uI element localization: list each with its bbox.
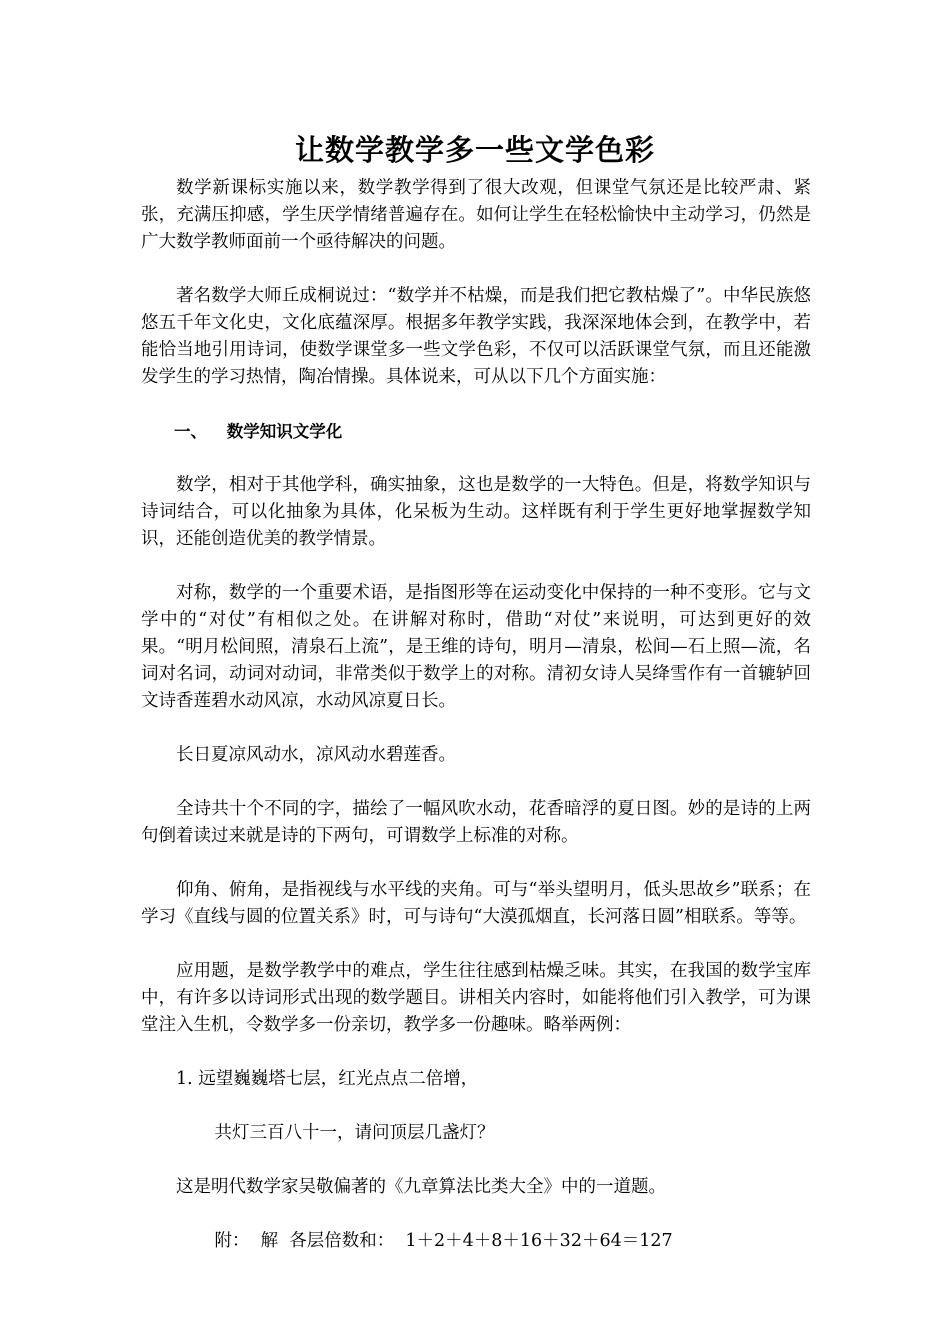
poem-explanation-paragraph: 全诗共十个不同的字，描绘了一幅风吹水动，花香暗浮的夏日图。妙的是诗的上两句倒着读过来就是诗的下两句，可谓数学上标准的对称。 bbox=[141, 799, 811, 846]
angle-paragraph: 仰角、俯角，是指视线与水平线的夹角。可与“举头望明月，低头思故乡”联系；在学习《直线与圆的位置关系》时，可与诗句“大漠孤烟直，长河落日圆”相联系。等等。 bbox=[141, 880, 811, 927]
section-heading bbox=[141, 418, 811, 445]
symmetry-paragraph: 对称，数学的一个重要术语，是指图形等在运动变化中保持的一种不变形。它与文学中的“对仗”有相似之处。在讲解对称时，借助“对仗”来说明，可达到更好的效果。“明月松间照，清泉石上流”，是王维的诗句，明月—清泉，松间—石上照—流，名词对名词，动词对动词，非常类似于数学上的对称。清初女诗人吴绛雪作有一首辘轳回文诗香莲碧水动风凉，水动风凉夏日长。 bbox=[141, 583, 811, 711]
quote-paragraph: 著名数学大师丘成桐说过：“数学并不枯燥，而是我们把它教枯燥了”。中华民族悠悠五千年文化史，文化底蕴深厚。根据多年教学实践，我深深地体会到，在教学中，若能恰当地引用诗词，使数学课堂多一些文学色彩，不仅可以活跃课堂气氛，而且还能激发学生的学习热情，陶冶情操。具体说来，可从以下几个方面实施： bbox=[141, 286, 811, 387]
solution-note: 附： 解 各层倍数和： 1＋2＋4＋8＋16＋32＋64＝127 bbox=[214, 1231, 673, 1251]
application-paragraph: 应用题，是数学教学中的难点，学生往往感到枯燥乏味。其实，在我国的数学宝库中，有许多以诗词形式出现的数学题目。讲相关内容时，如能将他们引入教学，可为课堂注入生机，令数学多一份亲切，教学多一份趣味。略举两例： bbox=[141, 961, 811, 1035]
poem-line-paragraph: 长日夏凉风动水，凉风动水碧莲香。 bbox=[176, 745, 456, 765]
intro-paragraph: 数学新课标实施以来，数学教学得到了很大改观，但课堂气氛还是比较严肃、紧张，充满压抑感，学生厌学情绪普遍存在。如何让学生在轻松愉快中主动学习，仍然是广大数学教师面前一个亟待解决的问题。 bbox=[141, 178, 811, 252]
abstract-paragraph: 数学，相对于其他学科，确实抽象，这也是数学的一大特色。但是，将数学知识与诗词结合，可以化抽象为具体，化呆板为生动。这样既有利于学生更好地掌握数学知识，还能创造优美的教学情景。 bbox=[141, 475, 811, 549]
document-title: 让数学教学多一些文学色彩 bbox=[294, 133, 655, 167]
section-heading-text: 数学知识文学化 bbox=[226, 422, 343, 441]
source-paragraph: 这是明代数学家吴敬偏著的《九章算法比类大全》中的一道题。 bbox=[176, 1177, 666, 1197]
example-poem-line-2: 共灯三百八十一，请问顶层几盏灯？ bbox=[214, 1123, 495, 1143]
example-poem-line-1: 1. 远望巍巍塔七层，红光点点二倍增， bbox=[176, 1069, 479, 1089]
section-number: 一、 bbox=[174, 422, 207, 441]
document-body bbox=[141, 175, 811, 1282]
